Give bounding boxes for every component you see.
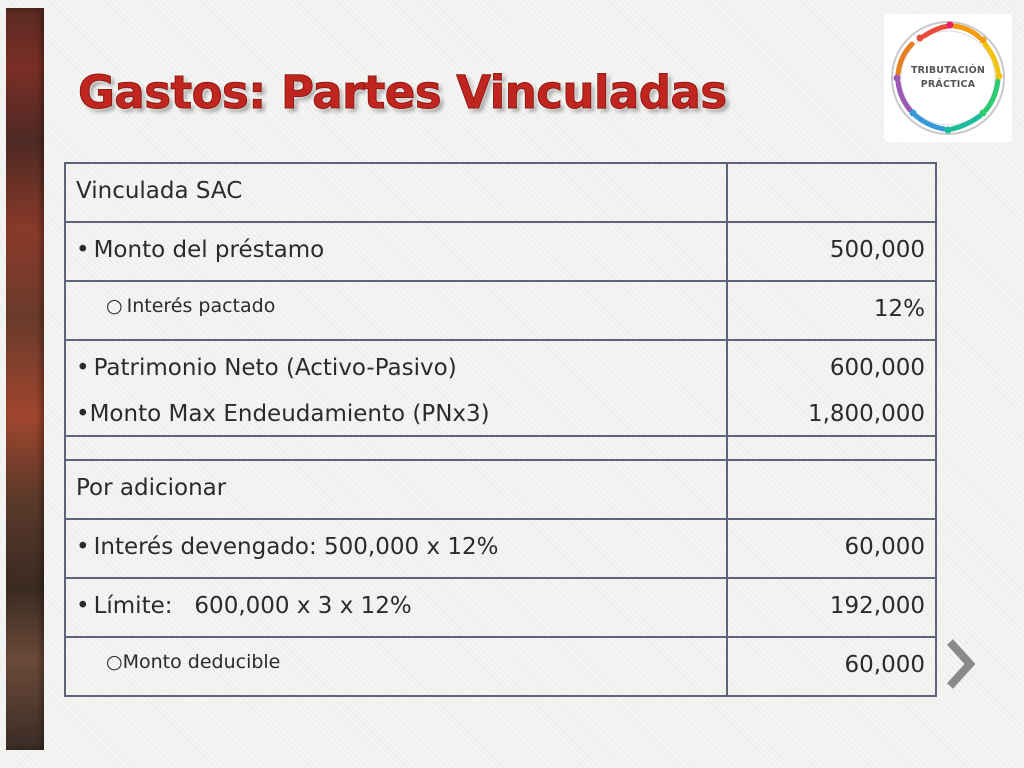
table-row	[65, 519, 936, 578]
circle-bullet-icon: ○	[106, 295, 123, 317]
row-label: Por adicionar	[76, 475, 227, 501]
row-value-cell	[727, 281, 936, 340]
tributacion-practica-logo	[884, 14, 1012, 142]
table-row	[65, 281, 936, 340]
row-label-line2	[76, 400, 716, 428]
chevron-right-icon[interactable]	[942, 636, 978, 692]
row-label-cell	[65, 281, 727, 340]
row-value: 192,000	[829, 593, 925, 619]
row-value-line2: 1,800,000	[807, 401, 925, 427]
bullet-icon: •	[76, 355, 90, 381]
row-value: 500,000	[829, 237, 925, 263]
table-row	[65, 340, 936, 436]
row-label: Interés devengado: 500,000 x 12%	[93, 534, 499, 560]
table-row-spacer	[65, 436, 936, 460]
row-value-cell	[727, 578, 936, 637]
row-label-cell	[65, 519, 727, 578]
bullet-icon: •	[76, 401, 90, 427]
slide-title: Gastos: Partes Vinculadas	[78, 66, 727, 119]
row-value-cell	[727, 519, 936, 578]
row-label: Monto del préstamo	[93, 237, 325, 263]
row-label-cell	[65, 460, 727, 519]
table-row	[65, 222, 936, 281]
row-label-cell	[65, 436, 727, 460]
logo-text-line1: TRIBUTACIÓN	[910, 65, 986, 76]
calculation-table	[64, 162, 937, 697]
table-row	[65, 163, 936, 222]
row-value-cell	[727, 460, 936, 519]
circle-bullet-icon: ○	[106, 651, 123, 673]
bullet-icon: •	[76, 534, 90, 560]
row-label: Vinculada SAC	[76, 178, 243, 204]
row-label: Patrimonio Neto (Activo-Pasivo)	[93, 355, 457, 381]
row-value-cell	[727, 163, 936, 222]
row-value-cell	[727, 637, 936, 696]
logo-ring-icon	[884, 14, 1012, 142]
row-label-line1	[76, 354, 716, 382]
row-value: 60,000	[844, 534, 925, 560]
row-value-cell	[727, 340, 936, 436]
logo-text-line2: PRÁCTICA	[920, 79, 976, 90]
row-label: Monto Max Endeudamiento (PNx3)	[89, 401, 490, 427]
bullet-icon: •	[76, 593, 90, 619]
table-row	[65, 460, 936, 519]
next-slide-button[interactable]	[942, 636, 978, 692]
side-decorative-strip	[6, 8, 44, 750]
row-label: Monto deducible	[122, 651, 281, 673]
row-label-cell	[65, 578, 727, 637]
row-label-cell	[65, 163, 727, 222]
row-label-cell	[65, 222, 727, 281]
row-value-cell	[727, 436, 936, 460]
row-value: 60,000	[844, 652, 925, 678]
row-label: Límite: 600,000 x 3 x 12%	[93, 593, 412, 619]
bullet-icon: •	[76, 237, 90, 263]
row-label: Interés pactado	[126, 295, 276, 317]
row-value-line1: 600,000	[829, 355, 925, 381]
row-value-cell	[727, 222, 936, 281]
table-row	[65, 637, 936, 696]
row-label-cell	[65, 637, 727, 696]
row-value: 12%	[873, 296, 925, 322]
row-label-cell	[65, 340, 727, 436]
table-row	[65, 578, 936, 637]
